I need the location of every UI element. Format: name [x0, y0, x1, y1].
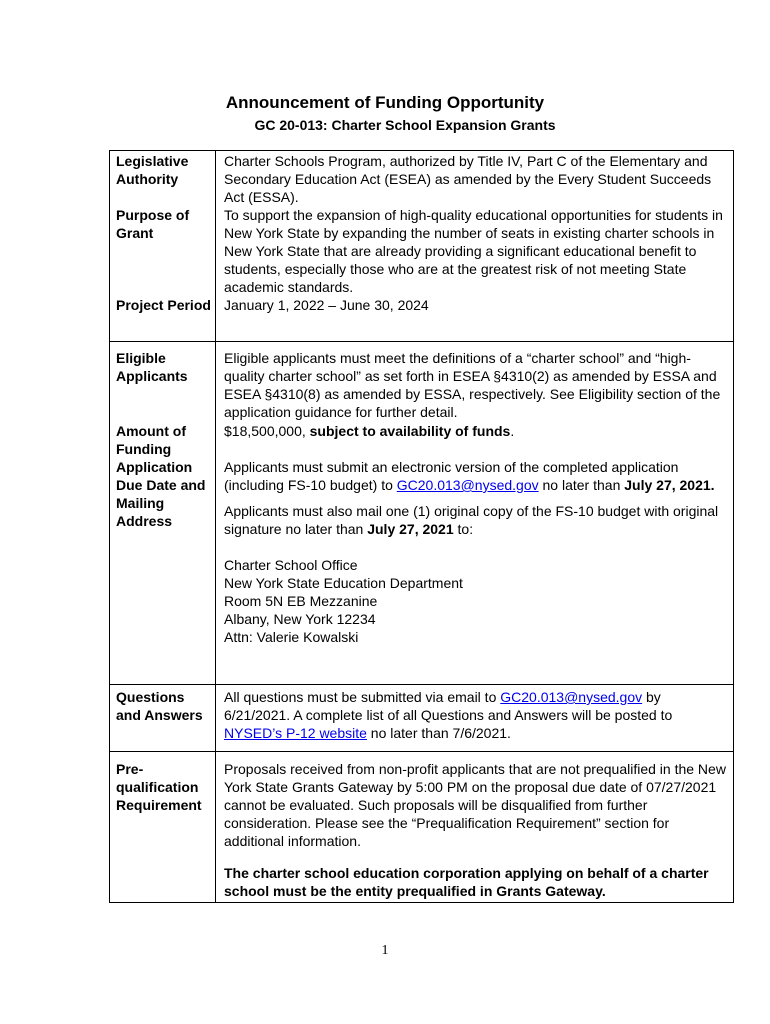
mailing-deadline: July 27, 2021: [367, 521, 454, 537]
submission-deadline: July 27, 2021.: [624, 477, 715, 493]
prequalification-label: Pre-qualification Requirement: [116, 761, 202, 813]
submission-deadline-prefix: no later than: [538, 477, 625, 493]
amount-of-funding-text: [224, 422, 729, 440]
mailing-address: [224, 556, 729, 646]
application-due-date-label: Application Due Date and Mailing Address: [116, 459, 206, 529]
eligible-applicants-label: Eligible Applicants: [116, 350, 188, 384]
mailing-instructions: Applicants must also mail one (1) original copy of the FS-10 budget with original signature no later than: [224, 503, 719, 537]
amount-of-funding-label: Amount of Funding: [116, 423, 186, 457]
nysed-p12-website-link[interactable]: NYSED’s P-12 website: [224, 725, 367, 741]
project-period-label: Project Period: [116, 297, 211, 313]
questions-email-link[interactable]: GC20.013@nysed.gov: [500, 689, 643, 705]
funding-period-mark: .: [510, 423, 515, 439]
questions-and-answers-text: [224, 688, 729, 742]
prequalification-text: [224, 760, 729, 900]
row-separator: [110, 751, 733, 752]
funding-info-table: [109, 150, 734, 903]
funding-availability-note: subject to availability of funds: [309, 423, 511, 439]
address-line: Albany, New York 12234: [224, 611, 376, 627]
project-period-text: January 1, 2022 – June 30, 2024: [224, 297, 429, 313]
prequalification-entity-note: The charter school education corporation applying on behalf of a charter school must be the entity prequalified in Grants Gateway.: [224, 865, 709, 899]
legislative-authority-label: Legislative Authority: [116, 153, 189, 187]
questions-and-answers-label: Questions and Answers: [116, 689, 203, 723]
legislative-authority-text: Charter Schools Program, authorized by Title IV, Part C of the Elementary and Secondary Education Act (ESEA) as amended by the Every Student Succeeds Act (ESSA).: [224, 153, 712, 205]
purpose-of-grant-label: Purpose of Grant: [116, 207, 190, 241]
row-separator: [110, 684, 733, 685]
page-title: Announcement of Funding Opportunity: [225, 93, 545, 112]
address-line: Room 5N EB Mezzanine: [224, 593, 378, 609]
page-number: 1: [381, 943, 389, 958]
funding-amount: $18,500,000,: [224, 423, 310, 439]
questions-posting-note: by 6/21/2021. A complete list of all Questions and Answers will be posted to: [224, 689, 673, 723]
grant-email-link[interactable]: GC20.013@nysed.gov: [396, 477, 539, 493]
submission-instructions: Applicants must submit an electronic version of the completed application (including FS-10 budget) to: [224, 459, 679, 493]
questions-posting-deadline: no later than 7/6/2021.: [366, 725, 511, 741]
purpose-of-grant-text: To support the expansion of high-quality educational opportunities for students in New York State by expanding the number of seats in existing charter schools in New York State that are already providing a significant educational benefit to students, especially those who are at the greatest risk of not meeting State academic standards.: [224, 207, 723, 295]
column-divider: [215, 151, 216, 902]
address-line: Attn: Valerie Kowalski: [224, 629, 359, 645]
eligible-applicants-text: Eligible applicants must meet the definitions of a “charter school” and “high-quality charter school” as set forth in ESEA §4310(2) as amended by ESSA and ESEA §4310(8) as amended by ESSA, respectively. See Eligibility section of the application guidance for further detail.: [224, 350, 721, 420]
mailing-instructions-end: to:: [453, 521, 474, 537]
page-subtitle: GC 20-013: Charter School Expansion Grants: [254, 117, 556, 133]
questions-instructions: All questions must be submitted via email to: [224, 689, 501, 705]
prequalification-details: Proposals received from non-profit applicants that are not prequalified in the New York State Grants Gateway by 5:00 PM on the proposal due date of 07/27/2021 cannot be evaluated. Such proposals will be disqualified from further consideration. Please see the “Prequalification Requirement” section for additional information.: [224, 761, 726, 849]
row-separator: [110, 341, 733, 342]
address-line: New York State Education Department: [224, 575, 463, 591]
address-line: Charter School Office: [224, 557, 358, 573]
application-due-date-text: [224, 458, 729, 646]
